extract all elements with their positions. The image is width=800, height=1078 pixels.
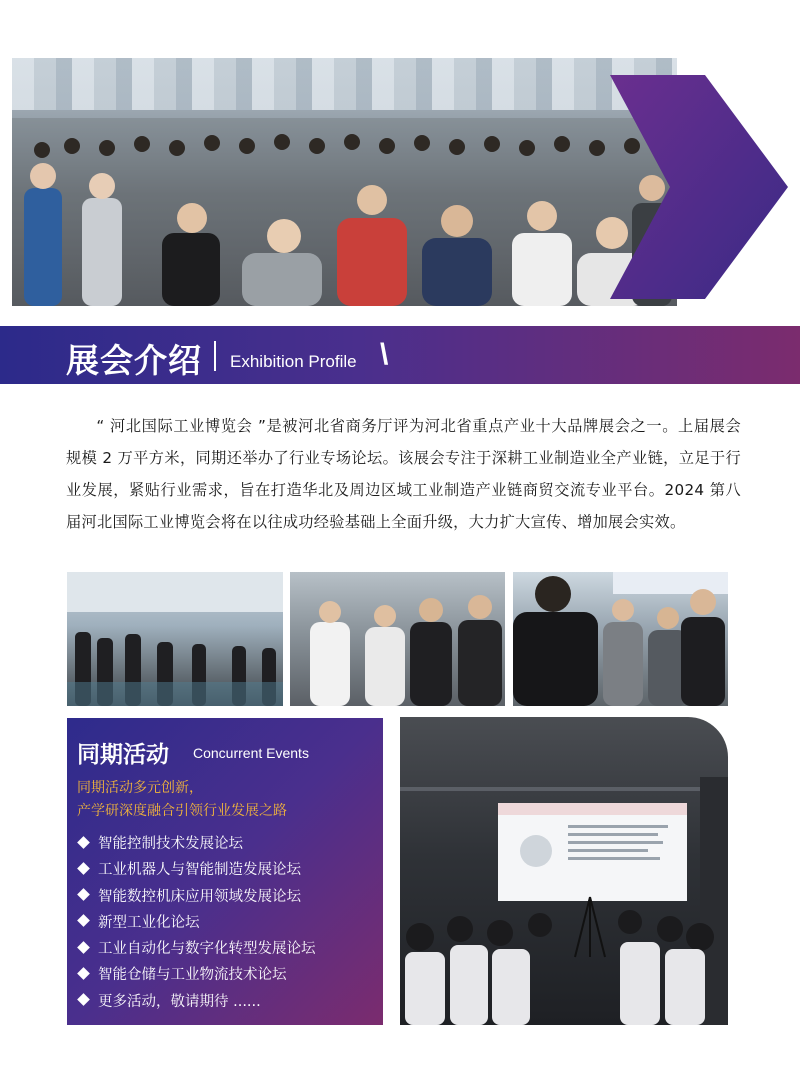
events-subtitle-line1: 同期活动多元创新， [77,780,203,796]
list-item: 更多活动，敬请期待 ...... [79,989,379,1015]
list-item: 智能仓储与工业物流技术论坛 [79,962,379,988]
exhibition-hall-photo [67,572,283,706]
intro-paragraph: “ 河北国际工业博览会 ”是被河北省商务厅评为河北省重点产业十大品牌展会之一。上届展会规模 2 万平方米，同期还举办了行业专场论坛。该展会专注于深耕工业制造业全产业链，立足于行业发展，紧贴行业需求，旨在打造华北及周边区域工业制造产业链商贸交流专业平台。2024 第八届河北国际工业博览会将在以往成功经验基础上全面升级，大力扩大宣传、增加展会实效。 [66,417,741,531]
events-list [79,831,379,1015]
events-subtitle-line2: 产学研深度融合引领行业发展之路 [77,803,287,819]
title-divider [214,341,216,371]
hero-crowd-photo [12,58,677,306]
diamond-bullet-icon [77,941,90,954]
events-title-en: Concurrent Events [193,745,309,761]
list-item: 工业机器人与智能制造发展论坛 [79,857,379,883]
events-title-cn: 同期活动 [77,742,169,768]
visitors-photo [290,572,505,706]
booth-visitors-photo [513,572,728,706]
list-item: 智能数控机床应用领域发展论坛 [79,884,379,910]
forum-photo [400,717,728,1025]
diamond-bullet-icon [77,836,90,849]
list-item: 工业自动化与数字化转型发展论坛 [79,936,379,962]
list-item: 新型工业化论坛 [79,910,379,936]
crowd-illustration [12,58,677,306]
diamond-bullet-icon [77,862,90,875]
diamond-bullet-icon [77,967,90,980]
section-title-cn: 展会介绍 [66,341,202,380]
chevron-arrow-icon [610,75,790,299]
list-item: 智能控制技术发展论坛 [79,831,379,857]
diamond-bullet-icon [77,993,90,1006]
events-subtitle [77,777,377,823]
diamond-bullet-icon [77,888,90,901]
title-slash: \ [380,338,389,371]
diamond-bullet-icon [77,915,90,928]
section-title-en: Exhibition Profile [230,352,357,371]
